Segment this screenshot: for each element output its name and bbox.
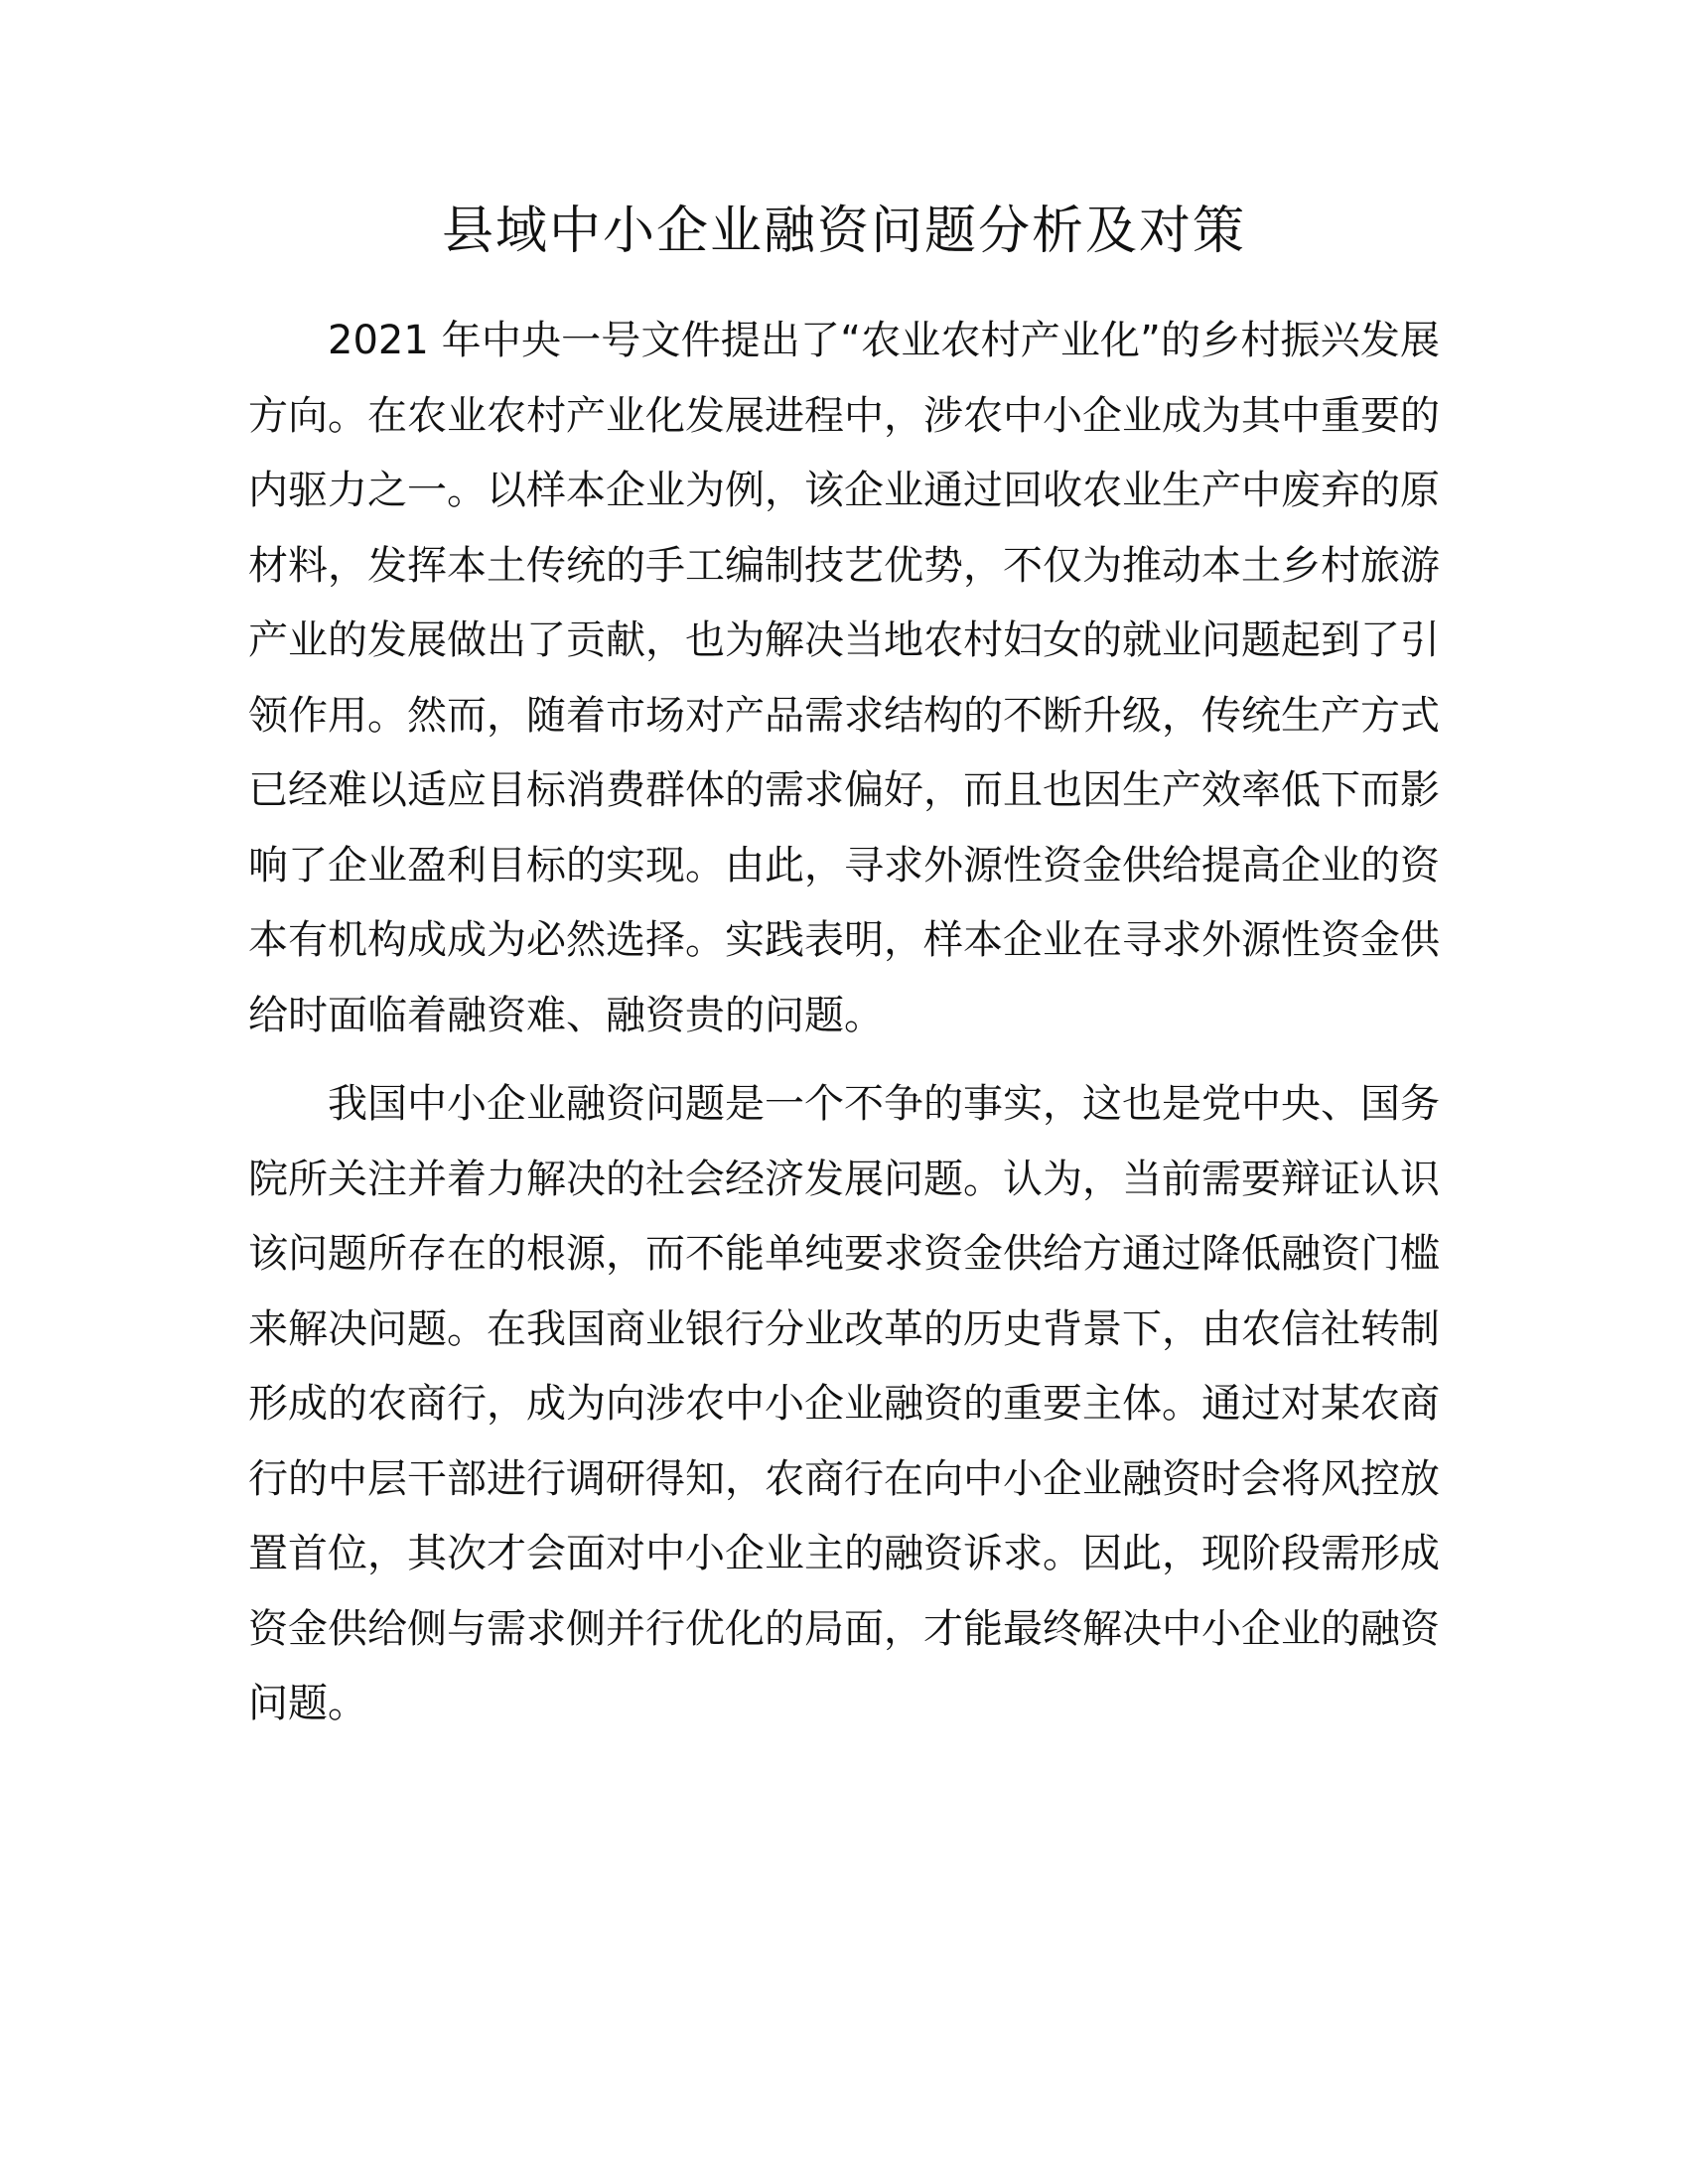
document-title: 县域中小企业融资问题分析及对策 xyxy=(441,202,1246,261)
paragraph-1: 2021 年中央一号文件提出了“农业农村产业化”的乡村振兴发展方向。在农业农村产业化发展进程中，涉农中小企业成为其中重要的内驱力之一。以样本企业为例，该企业通过回收农业生产中废弃的原材料，发挥本土传统的手工编制技艺优势，不仅为推动本土乡村旅游产业的发展做出了贡献，也为解决当地农村妇女的就业问题起到了引领作用。然而，随着市场对产品需求结构的不断升级，传统生产方式已经难以适应目标消费群体的需求偏好，而且也因生产效率低下而影响了企业盈利目标的实现。由此，寻求外源性资金供给提高企业的资本有机构成成为必然选择。实践表明，样本企业在寻求外源性资金供给时面临着融资难、融资贵的问题。 xyxy=(248,318,1440,1038)
paragraph-2: 我国中小企业融资问题是一个不争的事实，这也是党中央、国务院所关注并着力解决的社会经济发展问题。认为，当前需要辩证认识该问题所存在的根源，而不能单纯要求资金供给方通过降低融资门槛来解决问题。在我国商业银行分业改革的历史背景下，由农信社转制形成的农商行，成为向涉农中小企业融资的重要主体。通过对某农商行的中层干部进行调研得知，农商行在向中小企业融资时会将风控放置首位，其次才会面对中小企业主的融资诉求。因此，现阶段需形成资金供给侧与需求侧并行优化的局面，才能最终解决中小企业的融资问题。 xyxy=(248,1081,1440,1726)
document-body xyxy=(248,304,1440,1742)
